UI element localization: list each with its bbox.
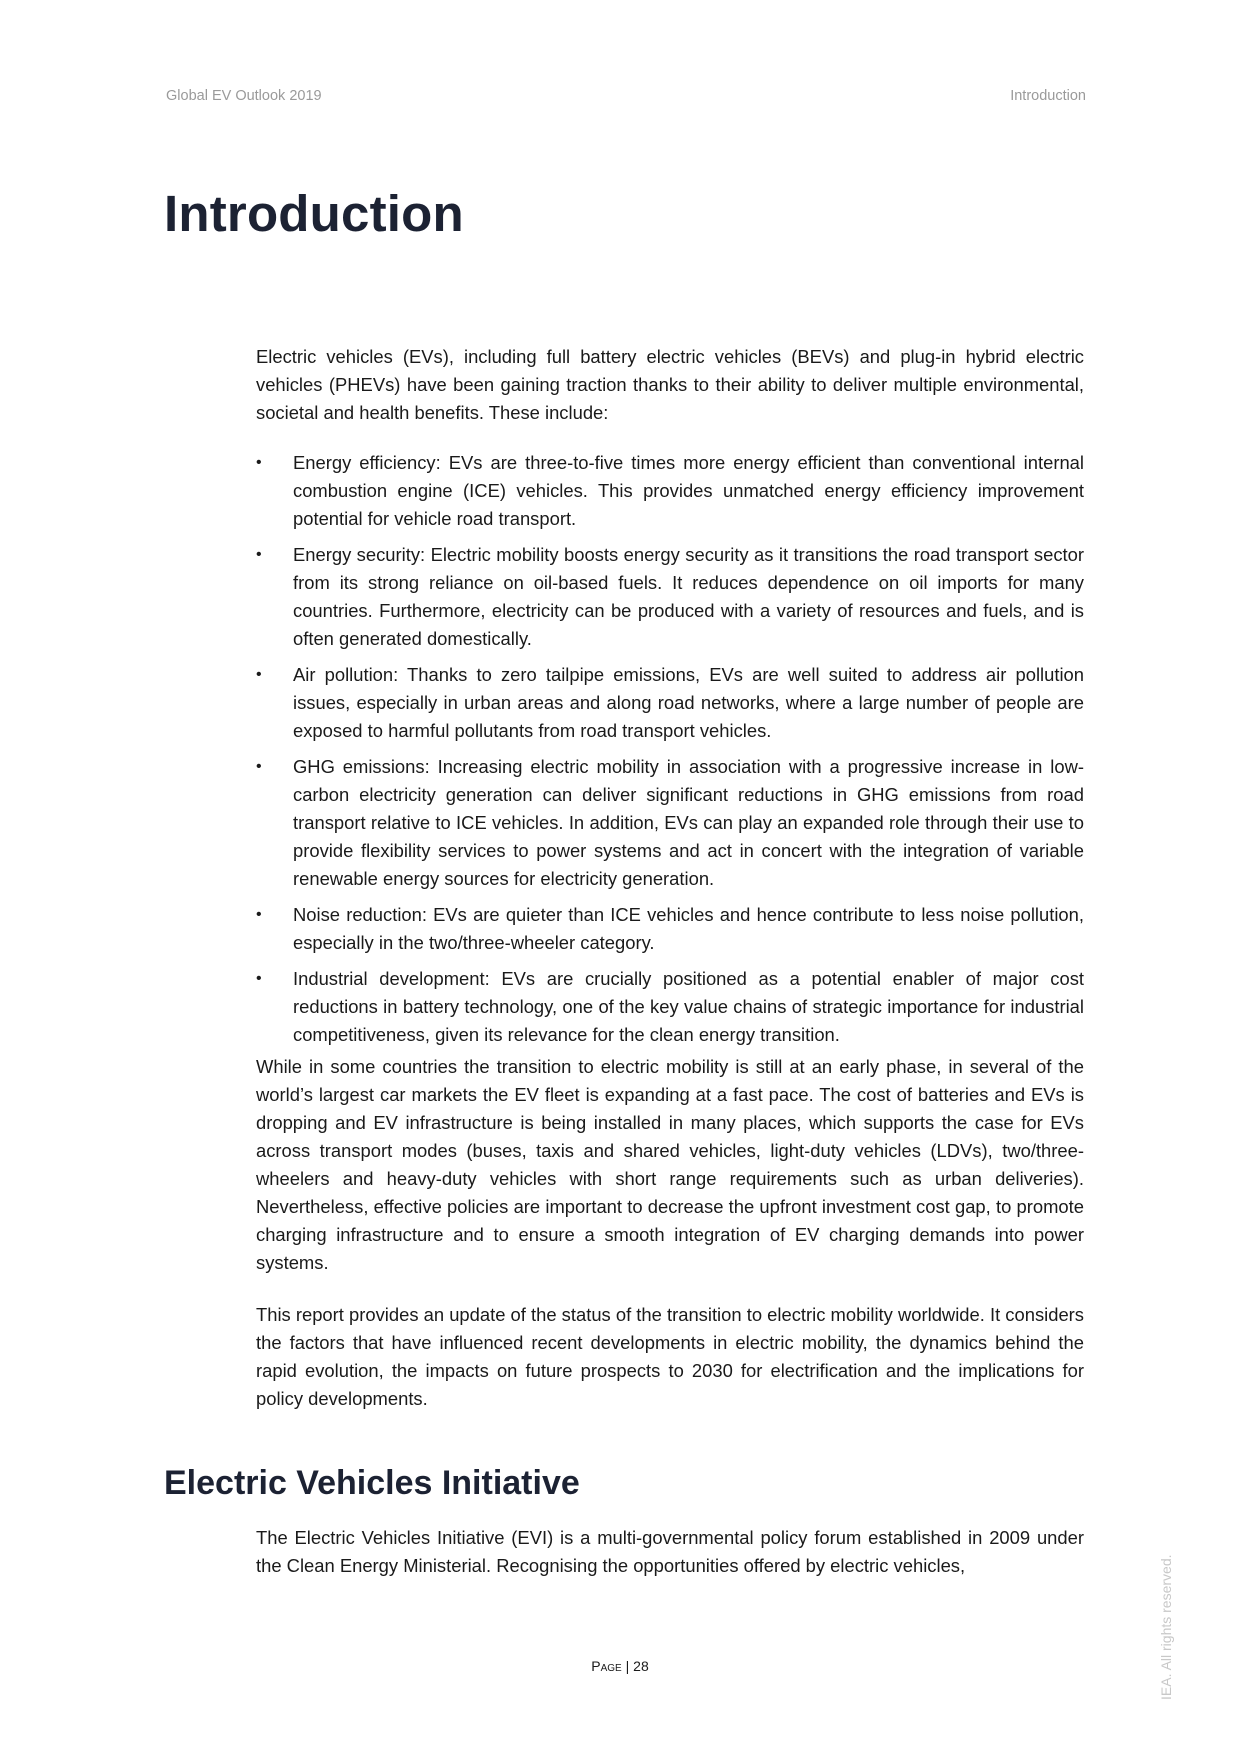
list-item-text: Noise reduction: EVs are quieter than ICE vehicles and hence contribute to less noise pollution, especially in the two/three-wheeler category.: [293, 904, 1084, 953]
bullet-icon: •: [256, 546, 262, 563]
bullet-icon: •: [256, 454, 262, 471]
page-separator: |: [621, 1658, 634, 1674]
benefits-list: [256, 449, 1084, 1057]
bullet-icon: •: [256, 970, 262, 987]
list-item-text: GHG emissions: Increasing electric mobility in association with a progressive increase in low-carbon electricity generation can deliver significant reductions in GHG emissions from road transport relative to ICE vehicles. In addition, EVs can play an expanded role through their use to provide flexibility services to power systems and act in concert with the integration of variable renewable energy sources for electricity generation.: [293, 756, 1084, 889]
paragraph-transition-text: While in some countries the transition to electric mobility is still at an early phase, in several of the world’s largest car markets the EV fleet is expanding at a fast pace. The cost of batteries and EVs is dropping and EV infrastructure is being installed in many places, which supports the case for EVs across transport modes (buses, taxis and shared vehicles, light-duty vehicles (LDVs), two/three-wheelers and heavy-duty vehicles with short range requirements such as urban deliveries). Nevertheless, effective policies are important to decrease the upfront investment cost gap, to promote charging infrastructure and to ensure a smooth integration of EV charging demands into power systems.: [256, 1056, 1084, 1273]
list-item-text: Industrial development: EVs are crucially positioned as a potential enabler of major cost reductions in battery technology, one of the key value chains of strategic importance for industrial competitiveness, given its relevance for the clean energy transition.: [293, 968, 1084, 1045]
bullet-icon: •: [256, 758, 262, 775]
list-item: [256, 449, 1084, 533]
paragraph-evi-text: The Electric Vehicles Initiative (EVI) is a multi-governmental policy forum established in 2009 under the Clean Energy Ministerial. Recognising the opportunities offered by electric vehicles,: [256, 1527, 1084, 1576]
header-section-label: Introduction: [1010, 88, 1086, 104]
paragraph-transition: [256, 1053, 1084, 1277]
page-number: 28: [633, 1658, 649, 1674]
chapter-title: Introduction: [164, 185, 464, 242]
list-item-text: Energy efficiency: EVs are three-to-five times more energy efficient than conventional internal combustion engine (ICE) vehicles. This provides unmatched energy efficiency improvement potential for vehicle road transport.: [293, 452, 1084, 529]
list-item: [256, 965, 1084, 1049]
list-item-text: Energy security: Electric mobility boosts energy security as it transitions the road transport sector from its strong reliance on oil-based fuels. It reduces dependence on oil imports for many countries. Furthermore, electricity can be produced with a variety of resources and fuels, and is often generated domestically.: [293, 544, 1084, 649]
section-title: Electric Vehicles Initiative: [164, 1464, 580, 1502]
page-label: Page: [591, 1658, 622, 1674]
list-item: [256, 753, 1084, 893]
paragraph-evi: [256, 1524, 1084, 1580]
list-item: [256, 661, 1084, 745]
paragraph-report: [256, 1301, 1084, 1413]
running-header: [166, 88, 1086, 108]
list-item-text: Air pollution: Thanks to zero tailpipe emissions, EVs are well suited to address air pollution issues, especially in urban areas and along road networks, where a large number of people are exposed to harmful pollutants from road transport vehicles.: [293, 664, 1084, 741]
document-title: Global EV Outlook 2019: [166, 88, 322, 104]
paragraph-report-text: This report provides an update of the status of the transition to electric mobility worldwide. It considers the factors that have influenced recent developments in electric mobility, the dynamics behind the rapid evolution, the impacts on future prospects to 2030 for electrification and the implications for policy developments.: [256, 1304, 1084, 1409]
intro-paragraph: [256, 343, 1084, 427]
bullet-icon: •: [256, 906, 262, 923]
page-footer: [0, 1658, 1240, 1674]
copyright-watermark: IEA. All rights reserved.: [1158, 1554, 1174, 1700]
bullet-icon: •: [256, 666, 262, 683]
intro-paragraph-text: Electric vehicles (EVs), including full battery electric vehicles (BEVs) and plug-in hybrid electric vehicles (PHEVs) have been gaining traction thanks to their ability to deliver multiple environmental, societal and health benefits. These include:: [256, 346, 1084, 423]
list-item: [256, 901, 1084, 957]
list-item: [256, 541, 1084, 653]
